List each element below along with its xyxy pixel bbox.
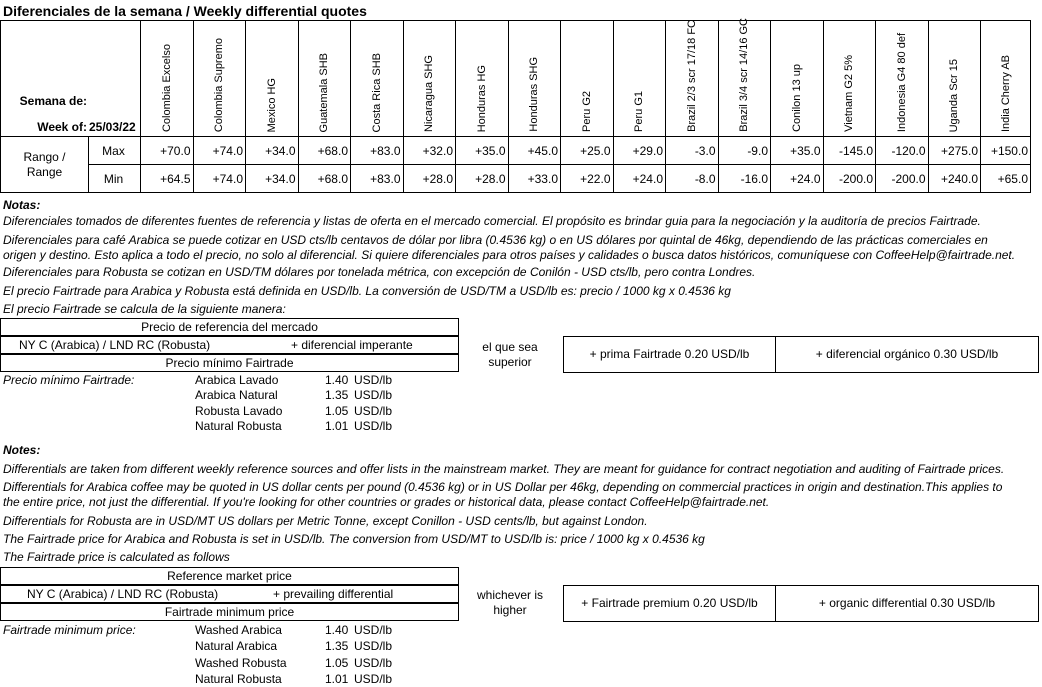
max-value-cell: +25.0: [561, 137, 614, 165]
price-unit: USD/lb: [354, 623, 393, 637]
max-value-cell: +35.0: [456, 137, 509, 165]
max-value-cell: -3.0: [666, 137, 719, 165]
price-value: 1.40: [325, 623, 349, 637]
origin-label: Uganda Scr 15: [948, 58, 961, 132]
note-en-6: The Fairtrade price is calculated as follows: [3, 550, 230, 564]
origin-header: [771, 21, 824, 137]
price-name: Arabica Natural: [195, 388, 278, 403]
price-value: 1.01: [325, 418, 349, 433]
price-name: Natural Robusta: [195, 418, 282, 433]
note-es-1: Diferenciales tomados de diferentes fuentes de referencia y listas de oferta en el mercado comercial. El propósito es brindar guia para la negociación y la auditoría de precios Fairtrade.: [3, 214, 981, 228]
origin-header: [928, 21, 981, 137]
price-value: 1.05: [325, 655, 349, 670]
min-value-cell: +22.0: [561, 165, 614, 193]
min-value-cell: -200.0: [823, 165, 876, 193]
min-price-label-es: Precio mínimo Fairtrade:: [3, 373, 135, 387]
price-value: 1.35: [325, 639, 349, 654]
min-price-label-en: Fairtrade minimum price:: [3, 623, 136, 637]
price-name: Natural Robusta: [195, 671, 282, 686]
origin-label: Mexico HG: [265, 77, 278, 132]
origin-label: Conilon 13 up: [790, 64, 803, 132]
organic-box-es: + diferencial orgánico 0.30 USD/lb: [775, 336, 1039, 373]
plus-diff-es: + diferencial imperante: [291, 338, 413, 352]
notes-heading-en: Notes:: [3, 443, 41, 457]
nyc-label-es: NY C (Arabica) / LND RC (Robusta): [19, 338, 211, 352]
origin-label: Colombia Supremo: [213, 37, 226, 132]
price-unit: USD/lb: [354, 388, 393, 403]
week-cell: [1, 21, 141, 137]
price-unit: USD/lb: [354, 671, 393, 686]
min-value-cell: +33.0: [508, 165, 561, 193]
week-date: 25/03/22: [89, 120, 136, 134]
week-label-en: Week of:: [37, 120, 87, 134]
range-label-es: Rango /: [23, 149, 66, 164]
origin-label: Brazil 2/3 scr 17/18 FC: [685, 20, 698, 132]
origin-header: [561, 21, 614, 137]
origin-label: India Cherry AB: [999, 54, 1012, 132]
origin-label: Colombia Excelso: [160, 43, 173, 132]
max-value-cell: -9.0: [718, 137, 771, 165]
origin-label: Peru G1: [633, 91, 646, 132]
min-value-cell: +68.0: [298, 165, 351, 193]
min-value-cell: +74.0: [193, 165, 246, 193]
price-unit: USD/lb: [354, 403, 393, 418]
max-label: Max: [89, 137, 141, 165]
origin-label: Brazil 3/4 scr 14/16 GC: [738, 18, 751, 132]
min-value-cell: +64.5: [141, 165, 194, 193]
origin-label: Honduras SHG: [528, 57, 541, 132]
max-value-cell: +32.0: [403, 137, 456, 165]
formula-box-es: [0, 336, 459, 354]
origin-header: [508, 21, 561, 137]
price-name: Washed Robusta: [195, 655, 287, 670]
whichever-en-2: higher: [493, 603, 527, 617]
price-name: Arabica Lavado: [195, 373, 279, 387]
min-value-cell: -200.0: [876, 165, 929, 193]
note-en-3: the entire price, not just the differential. If you're looking for other countries or grades or historical data, please contact CoffeeHelp@fairtrade.net.: [3, 495, 770, 509]
origin-label: Guatemala SHB: [318, 52, 331, 132]
whichever-es-1: el que sea: [482, 340, 538, 354]
origin-label: Honduras HG: [475, 64, 488, 132]
price-unit: USD/lb: [354, 639, 393, 654]
whichever-en-1: whichever is: [476, 588, 544, 602]
ref-market-box-es: Precio de referencia del mercado: [0, 318, 459, 336]
whichever-en: [466, 588, 554, 618]
range-label: [1, 137, 89, 193]
range-label-en: Range: [26, 164, 63, 179]
max-value-cell: +45.0: [508, 137, 561, 165]
max-value-cell: +34.0: [246, 137, 299, 165]
max-value-cell: -120.0: [876, 137, 929, 165]
min-value-cell: -8.0: [666, 165, 719, 193]
price-unit: USD/lb: [354, 655, 393, 670]
max-value-cell: +150.0: [981, 137, 1031, 165]
origin-label: Peru G2: [580, 91, 593, 132]
origin-header: [823, 21, 876, 137]
max-value-cell: +70.0: [141, 137, 194, 165]
max-value-cell: +74.0: [193, 137, 246, 165]
price-value: 1.35: [325, 388, 349, 403]
premium-box-en: + Fairtrade premium 0.20 USD/lb: [563, 585, 776, 622]
notes-heading-es: Notas:: [3, 198, 41, 212]
ref-market-box-en: Reference market price: [0, 567, 459, 585]
min-row: [1, 165, 1031, 193]
min-price-box-es: Precio mínimo Fairtrade: [0, 354, 459, 372]
origin-header: [718, 18, 771, 137]
min-value-cell: -16.0: [718, 165, 771, 193]
note-es-5: El precio Fairtrade para Arabica y Robusta está definida en USD/lb. La conversión de USD/TM a USD/lb es: precio / 1000 kg x 0.4536 kg: [3, 284, 731, 298]
origin-header: [613, 21, 666, 137]
max-value-cell: +35.0: [771, 137, 824, 165]
origin-header: [981, 21, 1031, 137]
premium-box-es: + prima Fairtrade 0.20 USD/lb: [563, 336, 776, 373]
note-es-6: El precio Fairtrade se calcula de la siguiente manera:: [3, 302, 286, 316]
origin-label: Indonesia G4 80 def: [895, 32, 908, 132]
price-value: 1.01: [325, 671, 349, 686]
origin-header: [298, 21, 351, 137]
origin-header: [456, 21, 509, 137]
min-value-cell: +83.0: [351, 165, 404, 193]
price-name: Washed Arabica: [195, 623, 282, 637]
origin-label: Nicaragua SHG: [423, 54, 436, 132]
note-en-5: The Fairtrade price for Arabica and Robusta is set in USD/lb. The conversion from USD/MT to USD/lb is: price / 1000 kg x 0.4536 kg: [3, 532, 705, 546]
note-es-4: Diferenciales para Robusta se cotizan en USD/TM dólares por tonelada métrica, con excepción de Conilón - USD cts/lb, pero contra Londres.: [3, 265, 756, 279]
price-unit: USD/lb: [354, 418, 393, 433]
min-value-cell: +24.0: [613, 165, 666, 193]
header-row: [1, 21, 1031, 137]
formula-box-en: [0, 585, 459, 603]
origin-header: [193, 21, 246, 137]
differentials-table: [0, 20, 1031, 193]
min-value-cell: +24.0: [771, 165, 824, 193]
max-value-cell: +275.0: [928, 137, 981, 165]
origin-header: [403, 21, 456, 137]
max-row: [1, 137, 1031, 165]
max-value-cell: +29.0: [613, 137, 666, 165]
min-value-cell: +28.0: [403, 165, 456, 193]
whichever-es: [466, 340, 554, 370]
origin-header: [666, 21, 719, 137]
min-value-cell: +28.0: [456, 165, 509, 193]
origin-header: [141, 21, 194, 137]
min-label: Min: [89, 165, 141, 193]
note-es-3: origen y destino. Esto aplica a todo el precio, no solo al diferencial. Si quiere diferenciales para otros países y calidades o busca datos históricos, comuníquese con CoffeeHelp@fairtrade.net.: [3, 248, 1016, 262]
week-label-es: Semana de:: [19, 94, 87, 108]
plus-diff-en: + prevailing differential: [273, 587, 394, 601]
max-value-cell: +68.0: [298, 137, 351, 165]
min-price-box-en: Fairtrade minimum price: [0, 603, 459, 621]
max-value-cell: +83.0: [351, 137, 404, 165]
organic-box-en: + organic differential 0.30 USD/lb: [775, 585, 1039, 622]
origin-label: Vietnam G2 5%: [843, 55, 856, 132]
page-title: Diferenciales de la semana / Weekly differential quotes: [3, 3, 367, 19]
min-value-cell: +65.0: [981, 165, 1031, 193]
price-name: Robusta Lavado: [195, 403, 283, 418]
note-en-2: Differentials for Arabica coffee may be quoted in US dollar cents per pound (0.4536 kg) or in US Dollar per 46kg, depending on commercial practices in origin and destination.This applies to: [3, 480, 1003, 494]
nyc-label-en: NY C (Arabica) / LND RC (Robusta): [27, 587, 219, 601]
origin-header: [246, 21, 299, 137]
max-value-cell: -145.0: [823, 137, 876, 165]
note-en-1: Differentials are taken from different weekly reference sources and offer lists in the mainstream market. They are meant for guidance for contract negotiation and auditing of Fairtrade prices.: [3, 462, 1005, 476]
note-en-4: Differentials for Robusta are in USD/MT US dollars per Metric Tonne, except Conillon - USD cents/lb, but against London.: [3, 514, 648, 528]
price-value: 1.40: [325, 373, 349, 387]
min-value-cell: +34.0: [246, 165, 299, 193]
origin-label: Costa Rica SHB: [370, 52, 383, 132]
price-unit: USD/lb: [354, 373, 393, 387]
origin-header: [351, 21, 404, 137]
origin-header: [876, 21, 929, 137]
min-value-cell: +240.0: [928, 165, 981, 193]
price-name: Natural Arabica: [195, 639, 278, 654]
note-es-2: Diferenciales para café Arabica se puede cotizar en USD cts/lb centavos de dólar por libra (0.4536 kg) o en US dólares por quintal de 46kg, dependiendo de las prácticas comerciales en: [3, 233, 988, 247]
price-value: 1.05: [325, 403, 349, 418]
whichever-es-2: superior: [488, 355, 532, 369]
